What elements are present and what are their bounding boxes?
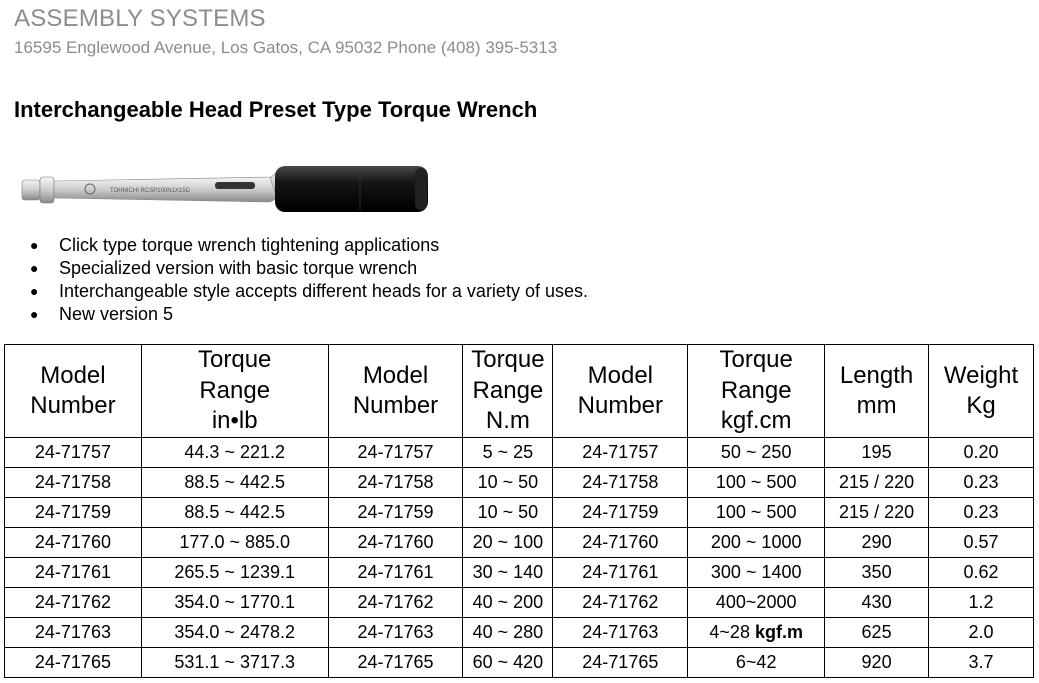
table-cell: 400~2000 [688, 588, 825, 618]
table-cell: 24-71759 [328, 498, 463, 528]
feature-list [30, 234, 588, 326]
table-cell: 40 ~ 280 [463, 618, 553, 648]
feature-item: ● Interchangeable style accepts different heads for a variety of uses. [30, 281, 588, 301]
table-cell: 88.5 ~ 442.5 [141, 498, 328, 528]
table-cell: 24-71761 [5, 558, 142, 588]
table-cell: 195 [825, 438, 929, 468]
table-cell: 24-71758 [328, 468, 463, 498]
table-cell: 24-71761 [328, 558, 463, 588]
table-cell: 265.5 ~ 1239.1 [141, 558, 328, 588]
unit-suffix: kgf.m [754, 622, 803, 642]
table-cell: 50 ~ 250 [688, 438, 825, 468]
table-cell: 177.0 ~ 885.0 [141, 528, 328, 558]
bullet-icon: ● [30, 260, 39, 276]
table-row [5, 528, 1034, 558]
header-model-number: Model Number [328, 345, 463, 438]
table-row [5, 498, 1034, 528]
bullet-icon: ● [30, 237, 39, 253]
table-cell: 4~28 kgf.m [688, 618, 825, 648]
table-row [5, 468, 1034, 498]
table-cell: 350 [825, 558, 929, 588]
table-cell: 290 [825, 528, 929, 558]
table-cell: 24-71758 [5, 468, 142, 498]
header-model-number: Model Number [553, 345, 688, 438]
feature-item: ● Click type torque wrench tightening applications [30, 235, 440, 255]
table-cell: 88.5 ~ 442.5 [141, 468, 328, 498]
table-cell: 24-71757 [328, 438, 463, 468]
table-cell: 354.0 ~ 2478.2 [141, 618, 328, 648]
feature-item: ● Specialized version with basic torque wrench [30, 258, 418, 278]
table-cell: 30 ~ 140 [463, 558, 553, 588]
table-cell: 24-71765 [5, 648, 142, 678]
table-cell: 24-71760 [328, 528, 463, 558]
table-cell: 100 ~ 500 [688, 498, 825, 528]
torque-wrench-image [20, 160, 440, 220]
table-cell: 10 ~ 50 [463, 468, 553, 498]
product-title: Interchangeable Head Preset Type Torque Wrench [14, 97, 538, 122]
table-cell: 215 / 220 [825, 468, 929, 498]
table-cell: 24-71758 [553, 468, 688, 498]
table-cell: 354.0 ~ 1770.1 [141, 588, 328, 618]
table-cell: 24-71759 [553, 498, 688, 528]
table-cell: 300 ~ 1400 [688, 558, 825, 588]
table-cell: 24-71763 [553, 618, 688, 648]
table-cell: 100 ~ 500 [688, 468, 825, 498]
table-cell: 24-71763 [328, 618, 463, 648]
header-model-number: Model Number [5, 345, 142, 438]
table-cell: 0.62 [929, 558, 1034, 588]
table-cell: 20 ~ 100 [463, 528, 553, 558]
table-cell: 60 ~ 420 [463, 648, 553, 678]
table-cell: 531.1 ~ 3717.3 [141, 648, 328, 678]
table-cell: 24-71762 [5, 588, 142, 618]
table-cell: 10 ~ 50 [463, 498, 553, 528]
feature-item: ● New version 5 [30, 304, 174, 324]
table-cell: 24-71757 [5, 438, 142, 468]
table-cell: 200 ~ 1000 [688, 528, 825, 558]
table-cell: 24-71765 [553, 648, 688, 678]
table-cell: 920 [825, 648, 929, 678]
bullet-icon: ● [30, 306, 39, 322]
table-cell: 44.3 ~ 221.2 [141, 438, 328, 468]
header-torque-range-inlb: Torque Range in•lb [141, 345, 328, 438]
header-length: Length mm [825, 345, 929, 438]
header-torque-range-kgfcm: Torque Range kgf.cm [688, 345, 825, 438]
table-row [5, 648, 1034, 678]
table-cell: 24-71760 [553, 528, 688, 558]
table-cell: 40 ~ 200 [463, 588, 553, 618]
bullet-icon: ● [30, 283, 39, 299]
table-row [5, 438, 1034, 468]
table-cell: 24-71762 [553, 588, 688, 618]
table-cell: 430 [825, 588, 929, 618]
company-address: 16595 Englewood Avenue, Los Gatos, CA 95032 Phone (408) 395-5313 [14, 38, 558, 57]
table-cell: 24-71757 [553, 438, 688, 468]
table-cell: 24-71763 [5, 618, 142, 648]
table-row [5, 558, 1034, 588]
wrench-label-text: TOHNICHI RCSP100N1X15D [110, 188, 190, 194]
table-cell: 0.23 [929, 468, 1034, 498]
table-cell: 1.2 [929, 588, 1034, 618]
table-cell: 625 [825, 618, 929, 648]
table-cell: 24-71762 [328, 588, 463, 618]
table-row [5, 618, 1034, 648]
table-cell: 24-71760 [5, 528, 142, 558]
specification-table [4, 344, 1034, 678]
table-cell: 24-71759 [5, 498, 142, 528]
table-cell: 0.23 [929, 498, 1034, 528]
table-header-row [5, 345, 1034, 438]
table-cell: 5 ~ 25 [463, 438, 553, 468]
table-row [5, 588, 1034, 618]
table-cell: 0.57 [929, 528, 1034, 558]
table-cell: 24-71765 [328, 648, 463, 678]
table-cell: 3.7 [929, 648, 1034, 678]
table-body [5, 438, 1034, 678]
table-cell: 0.20 [929, 438, 1034, 468]
header-weight: Weight Kg [929, 345, 1034, 438]
header-torque-range-nm: Torque Range N.m [463, 345, 553, 438]
table-cell: 24-71761 [553, 558, 688, 588]
company-name: ASSEMBLY SYSTEMS [14, 5, 266, 32]
table-cell: 215 / 220 [825, 498, 929, 528]
table-cell: 2.0 [929, 618, 1034, 648]
table-cell: 6~42 [688, 648, 825, 678]
